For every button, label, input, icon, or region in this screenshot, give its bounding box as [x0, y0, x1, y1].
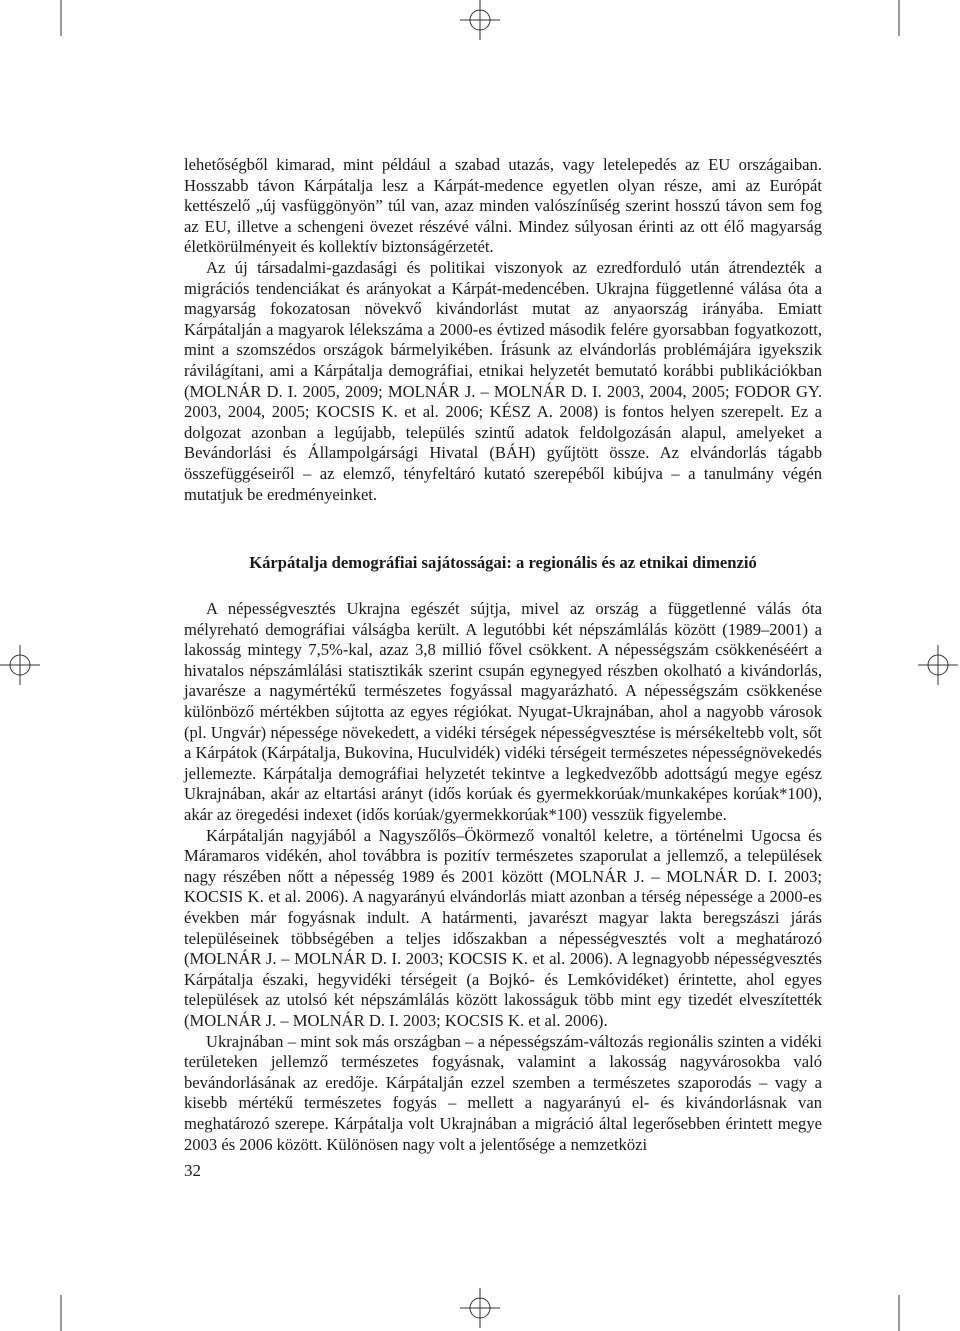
registration-mark-top [460, 0, 500, 40]
page-body [184, 155, 822, 1155]
crop-mark-top-right [898, 0, 900, 36]
paragraph: Az új társadalmi-gazdasági és politikai viszonyok az ezredforduló után átrendezték a migrációs tendenciákat és arányokat a Kárpát-medencében. Ukrajna függetlenné válása óta a magyarság fokozatosan növekvő kivándorlást mutat az anyaország irányába. Emiatt Kárpátalján a magyarok lélekszáma a 2000-es évtized második felére gyorsabban fogyatkozott, mint a szomszédos országok bármelyikében. Írásunk az elvándorlás problémájára igyekszik rávilágítani, ami a Kárpátalja demográfiai, etnikai helyzetét bemutató korábbi publikációkban (MOLNÁR D. I. 2005, 2009; MOLNÁR J. – MOLNÁR D. I. 2003, 2004, 2005; FODOR GY. 2003, 2004, 2005; KOCSIS K. et al. 2006; KÉSZ A. 2008) is fontos helyen szerepelt. Ez a dolgozat azonban a legújabb, település szintű adatok feldolgozásán alapul, amelyeket a Bevándorlási és Állampolgársági Hivatal (BÁH) gyűjtött össze. Az elvándorlás tágabb összefüggéseiről – az elemző, tényfeltáró kutató szerepéből kibújva – a tanulmány végén mutatjuk be eredményeinket. [184, 257, 822, 504]
paragraph: A népességvesztés Ukrajna egészét sújtja, mivel az ország a függetlenné válás óta mélyreható demográfiai válságba került. A legutóbbi két népszámlálás között (1989–2001) a lakosság mintegy 7,5%-kal, azaz 3,8 millió fővel csökkent. A népességszám csökkenéséért a hivatalos népszámlálási statisztikák szerint csupán egynegyed részben okolható a kivándorlás, javarésze a nagymértékű természetes fogyással magyarázható. A népességszám csökkenése különböző mértékben sújtotta az egyes régiókat. Nyugat-Ukrajnában, ahol a nagyobb városok (pl. Ungvár) népessége növekedett, a vidéki térségek népességvesztése is mérsékeltebb volt, sőt a Kárpátok (Kárpátalja, Bukovina, Huculvidék) vidéki térségeit természetes népességnövekedés jellemezte. Kárpátalja demográfiai helyzetét tekintve a legkedvezőbb adottságú megye egész Ukrajnában, akár az eltartási arányt (idős korúak és gyermekkorúak/munkaképes korúak*100), akár az öregedési indexet (idős korúak/gyermekkorúak*100) vesszük figyelembe. [184, 599, 822, 825]
paragraph: lehetőségből kimarad, mint például a szabad utazás, vagy letelepedés az EU országaiban. Hosszabb távon Kárpátalja lesz a Kárpát-medence egyetlen olyan része, ami az Európát kettészelő „új vasfüggönyön” túl van, azaz minden valószínűség szerint hosszú távon sem fog az EU, illetve a schengeni övezet részévé válni. Mindez súlyosan érinti az ott élő magyarság életkörülményeit és kollektív biztonságérzetét. [184, 155, 822, 257]
registration-mark-bottom [460, 1288, 500, 1328]
registration-mark-left [0, 645, 40, 685]
crop-mark-bottom-left [60, 1295, 62, 1331]
page-number: 32 [184, 1161, 201, 1180]
registration-mark-right [918, 645, 958, 685]
paragraph: Ukrajnában – mint sok más országban – a népességszám-változás regionális szinten a vidéki területeken jellemző természetes fogyásnak, valamint a lakosság nagyvárosokba való bevándorlásának az eredője. Kárpátalján ezzel szemben a természetes szaporodás – vagy a kisebb mértékű természetes fogyás – mellett a nagyarányú el- és kivándorlásnak van meghatározó szerepe. Kárpátalja volt Ukrajnában a migráció által legerősebben érintett megye 2003 és 2006 között. Különösen nagy volt a jelentősége a nemzetközi [184, 1031, 822, 1154]
paragraph: Kárpátalján nagyjából a Nagyszőlős–Ökörmező vonaltól keletre, a történelmi Ugocsa és Máramaros vidékén, ahol továbbra is pozitív természetes szaporulat a jellemző, a települések nagy részében nőtt a népesség 1989 és 2001 között (MOLNÁR J. – MOLNÁR D. I. 2003; KOCSIS K. et al. 2006). A nagyarányú elvándorlás miatt azonban a térség népessége a 2000-es években már fogyásnak indult. A határmenti, javarészt magyar lakta beregszászi járás településeinek többségében a teljes időszakban a népességvesztés volt a meghatározó (MOLNÁR J. – MOLNÁR D. I. 2003; KOCSIS K. et al. 2006). A legnagyobb népességvesztés Kárpátalja északi, hegyvidéki térségeit (a Bojkó- és Lemkóvidéket) érintette, ahol egyes települések az utolsó két népszámlálás között lakosságuk több mint egy tizedét elveszítették (MOLNÁR J. – MOLNÁR D. I. 2003; KOCSIS K. et al. 2006). [184, 825, 822, 1030]
section-heading: Kárpátalja demográfiai sajátosságai: a regionális és az etnikai dimenzió [249, 553, 757, 573]
crop-mark-top-left [60, 0, 62, 36]
crop-mark-bottom-right [898, 1295, 900, 1331]
